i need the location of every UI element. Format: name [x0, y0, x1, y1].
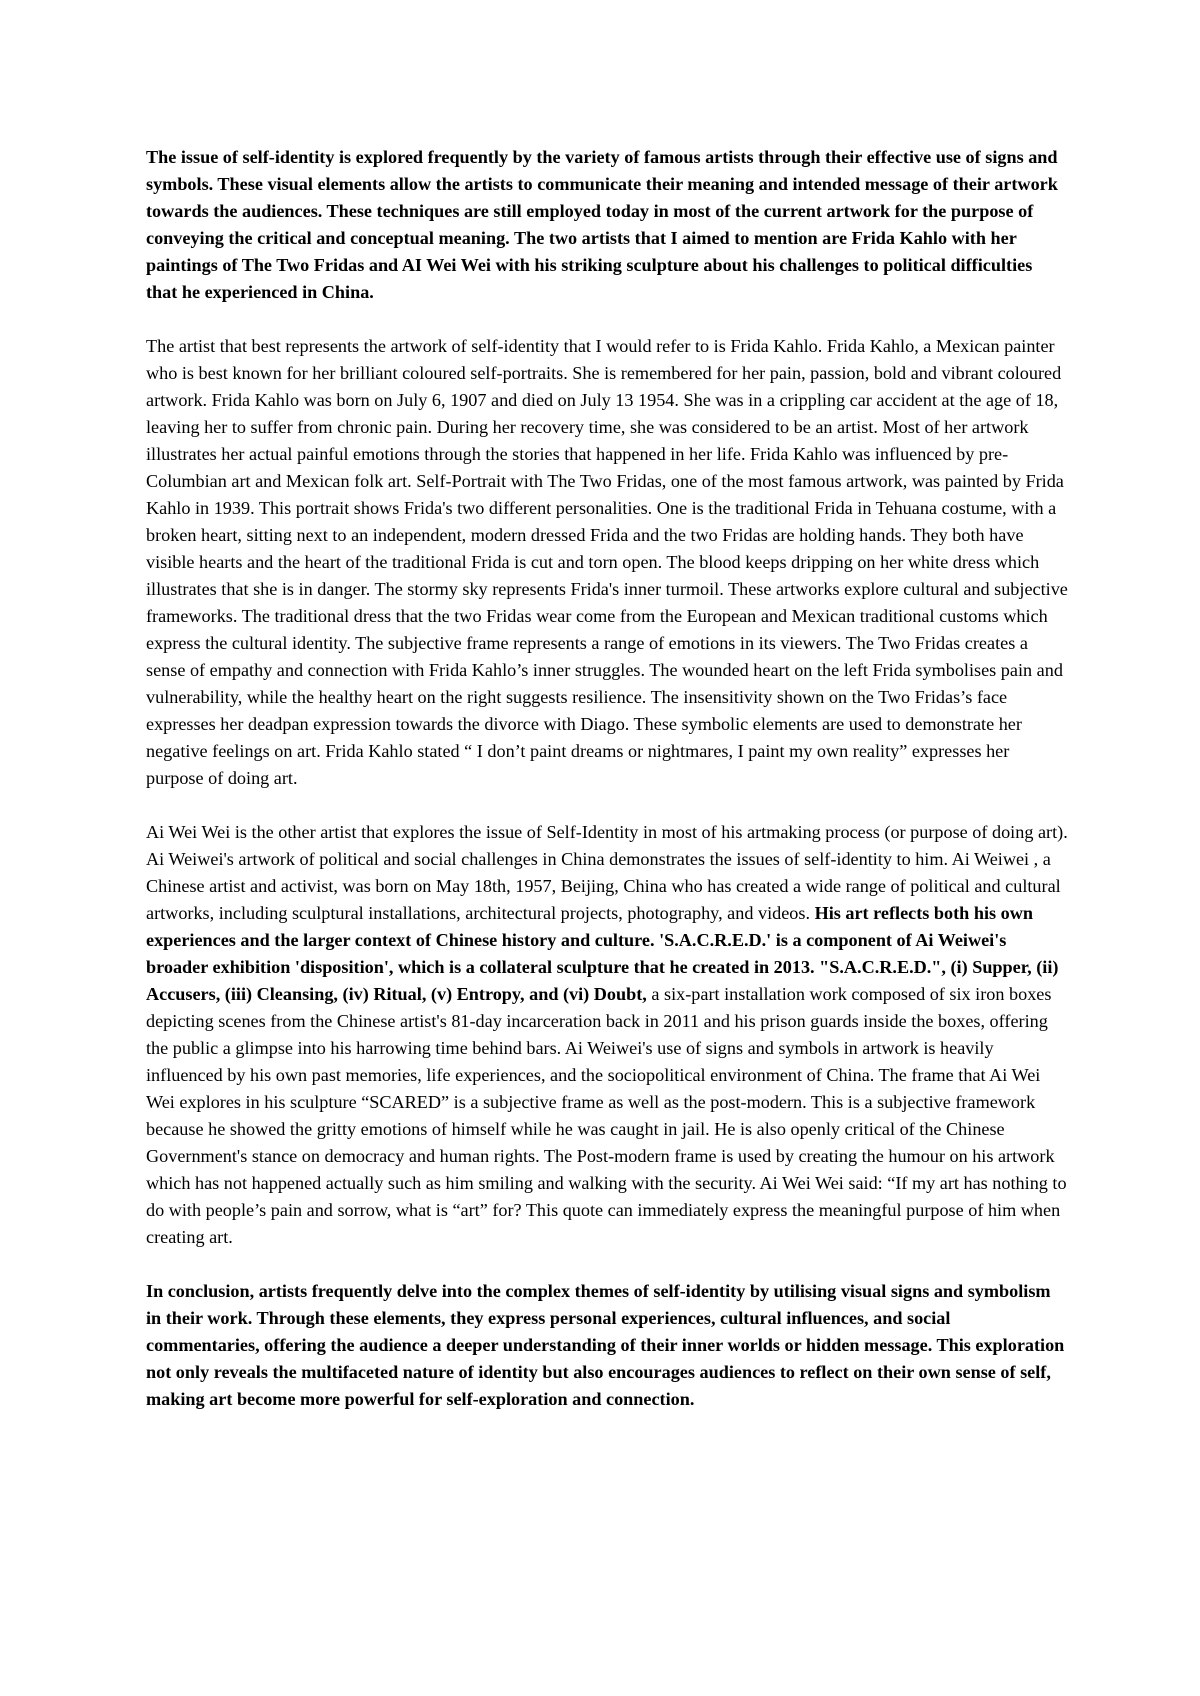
document-page	[146, 144, 1068, 1440]
intro-paragraph: The issue of self-identity is explored frequently by the variety of famous artists through their effective use of signs and symbols. These visual elements allow the artists to communicate their meaning and intended message of their artwork towards the audiences. These techniques are still employed today in most of the current artwork for the purpose of conveying the critical and conceptual meaning. The two artists that I aimed to mention are Frida Kahlo with her paintings of The Two Fridas and AI Wei Wei with his striking sculpture about his challenges to political difficulties that he experienced in China.	[146, 147, 1058, 302]
ai-weiwei-bold-text: His art reflects both his own experiences and the larger context of Chinese history and culture. 'S.A.C.R.E.D.' is a component of Ai Weiwei's broader exhibition 'disposition', which is a collateral sculpture that he created in 2013. "S.A.C.R.E.D.", (i) Supper, (ii) Accusers, (iii) Cleansing, (iv) Ritual, (v) Entropy, and (vi) Doubt,	[146, 903, 1059, 1004]
ai-weiwei-text-part1: Ai Wei Wei is the other artist that explores the issue of Self-Identity in most of his artmaking process (or purpose of doing art). Ai Weiwei's artwork of political and social challenges in China demonstrates the issues of self-identity to him. Ai Weiwei , a Chinese artist and activist, was born on May 18th, 1957, Beijing, China who has created a wide range of political and cultural artworks, including sculptural installations, architectural projects, photography, and videos.	[146, 822, 1068, 923]
ai-weiwei-paragraph	[146, 819, 1068, 1251]
frida-kahlo-paragraph: The artist that best represents the artwork of self-identity that I would refer to is Frida Kahlo. Frida Kahlo, a Mexican painter who is best known for her brilliant coloured self-portraits. She is remembered for her pain, passion, bold and vibrant coloured artwork. Frida Kahlo was born on July 6, 1907 and died on July 13 1954. She was in a crippling car accident at the age of 18, leaving her to suffer from chronic pain. During her recovery time, she was considered to be an artist. Most of her artwork illustrates her actual painful emotions through the stories that happened in her life. Frida Kahlo was influenced by pre-Columbian art and Mexican folk art. Self-Portrait with The Two Fridas, one of the most famous artwork, was painted by Frida Kahlo in 1939. This portrait shows Frida's two different personalities. One is the traditional Frida in Tehuana costume, with a broken heart, sitting next to an independent, modern dressed Frida and the two Fridas are holding hands. They both have visible hearts and the heart of the traditional Frida is cut and torn open. The blood keeps dripping on her white dress which illustrates that she is in danger. The stormy sky represents Frida's inner turmoil. These artworks explore cultural and subjective frameworks. The traditional dress that the two Fridas wear come from the European and Mexican traditional customs which express the cultural identity. The subjective frame represents a range of emotions in its viewers. The Two Fridas creates a sense of empathy and connection with Frida Kahlo’s inner struggles. The wounded heart on the left Frida symbolises pain and vulnerability, while the healthy heart on the right suggests resilience. The insensitivity shown on the Two Fridas’s face expresses her deadpan expression towards the divorce with Diago. These symbolic elements are used to demonstrate her negative feelings on art. Frida Kahlo stated “ I don’t paint dreams or nightmares, I paint my own reality” expresses her purpose of doing art.	[146, 336, 1068, 788]
ai-weiwei-text-part2: a six-part installation work composed of six iron boxes depicting scenes from the Chinese artist's 81-day incarceration back in 2011 and his prison guards inside the boxes, offering the public a glimpse into his harrowing time behind bars. Ai Weiwei's use of signs and symbols in artwork is heavily influenced by his own past memories, life experiences, and the sociopolitical environment of China. The frame that Ai Wei Wei explores in his sculpture “SCARED” is a subjective frame as well as the post-modern. This is a subjective framework because he showed the gritty emotions of himself while he was caught in jail. He is also openly critical of the Chinese Government's stance on democracy and human rights. The Post-modern frame is used by creating the humour on his artwork which has not happened actually such as him smiling and walking with the security. Ai Wei Wei said: “If my art has nothing to do with people’s pain and sorrow, what is “art” for? This quote can immediately express the meaningful purpose of him when creating art.	[146, 984, 1067, 1247]
conclusion-paragraph: In conclusion, artists frequently delve into the complex themes of self-identity by utilising visual signs and symbolism in their work. Through these elements, they express personal experiences, cultural influences, and social commentaries, offering the audience a deeper understanding of their inner worlds or hidden message. This exploration not only reveals the multifaceted nature of identity but also encourages audiences to reflect on their own sense of self, making art become more powerful for self-exploration and connection.	[146, 1281, 1065, 1409]
